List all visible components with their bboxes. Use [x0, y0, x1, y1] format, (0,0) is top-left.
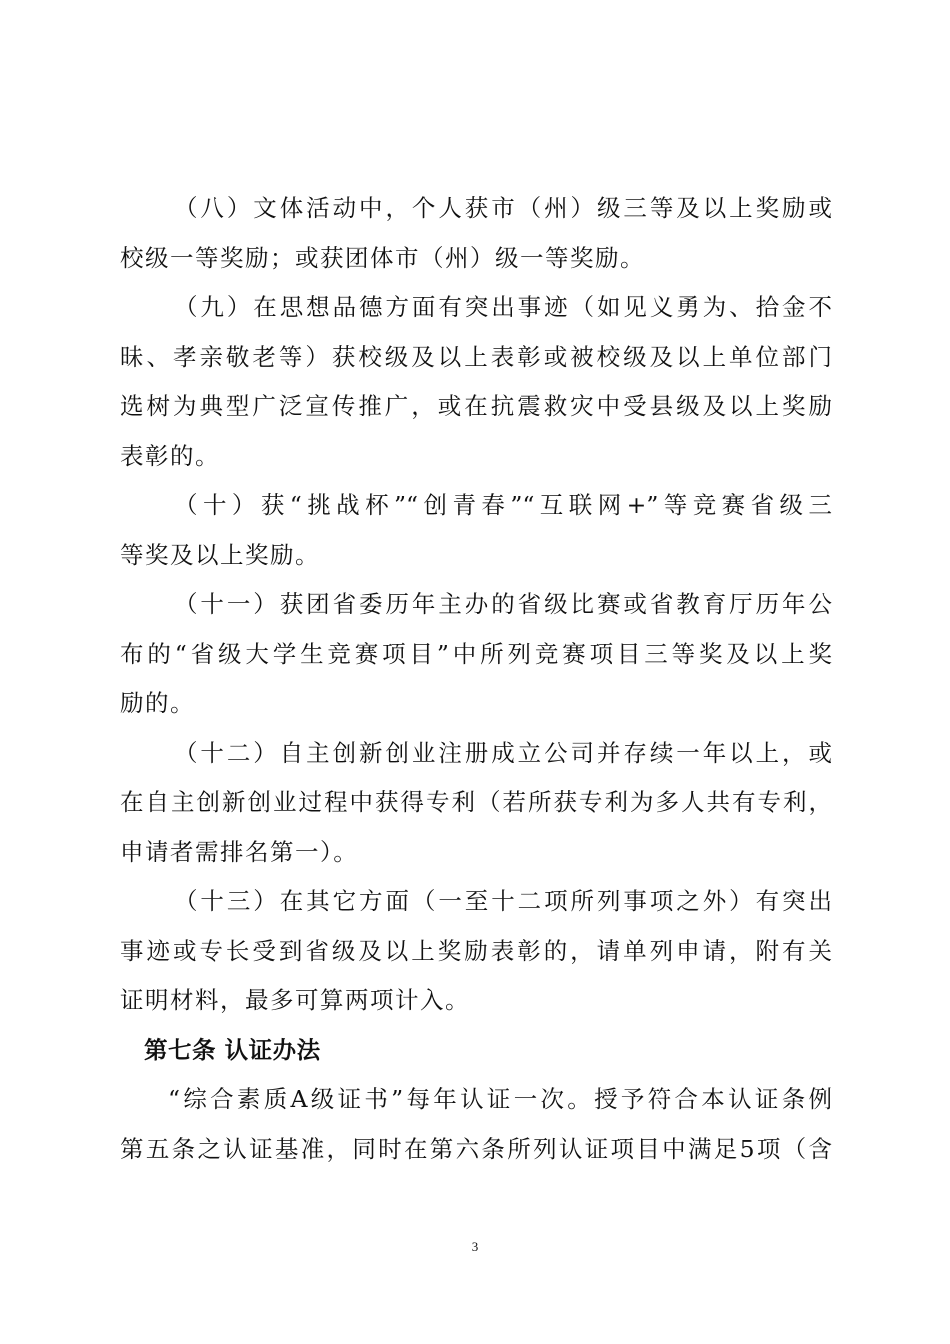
document-body [120, 184, 832, 1174]
paragraph-line: 证明材料，最多可算两项计入。 [120, 986, 470, 1014]
paragraph-line: （八）文体活动中，个人获市（州）级三等及以上奖励或 [174, 194, 832, 222]
paragraph-line: （十一）获团省委历年主办的省级比赛或省教育厅历年公 [174, 590, 832, 618]
paragraph-line: （十三）在其它方面（一至十二项所列事项之外）有突出 [174, 887, 832, 915]
paragraph-line: 申请者需排名第一）。 [120, 837, 359, 866]
paragraph-line: 选树为典型广泛宣传推广，或在抗震救灾中受县级及以上奖励 [120, 392, 832, 420]
paragraph-line: （十二）自主创新创业注册成立公司并存续一年以上，或 [174, 738, 832, 767]
page-number: 3 [471, 1239, 479, 1254]
paragraph-line: 在自主创新创业过程中获得专利（若所获专利为多人共有专利， [120, 788, 832, 816]
paragraph-line: 等奖及以上奖励。 [120, 540, 320, 569]
paragraph-line: “综合素质A级证书”每年认证一次。授予符合本认证条例 [168, 1085, 832, 1113]
paragraph-line: 布的“省级大学生竞赛项目”中所列竞赛项目三等奖及以上奖 [120, 639, 832, 668]
paragraph-line: 校级一等奖励；或获团体市（州）级一等奖励。 [120, 243, 645, 272]
paragraph-line: （十）获“挑战杯”“创青春”“互联网+”等竞赛省级三 [174, 491, 832, 519]
paragraph-line: （九）在思想品德方面有突出事迹（如见义勇为、拾金不 [174, 293, 832, 321]
paragraph-line: 昧、孝亲敬老等）获校级及以上表彰或被校级及以上单位部门 [120, 342, 832, 371]
paragraph-line: 励的。 [120, 689, 195, 717]
paragraph-line: 事迹或专长受到省级及以上奖励表彰的，请单列申请，附有关 [120, 936, 832, 965]
paragraph-line: 表彰的。 [120, 441, 220, 470]
paragraph-line: 第五条之认证基准，同时在第六条所列认证项目中满足5项（含 [120, 1134, 832, 1163]
section-heading: 第七条 认证办法 [144, 1035, 321, 1064]
